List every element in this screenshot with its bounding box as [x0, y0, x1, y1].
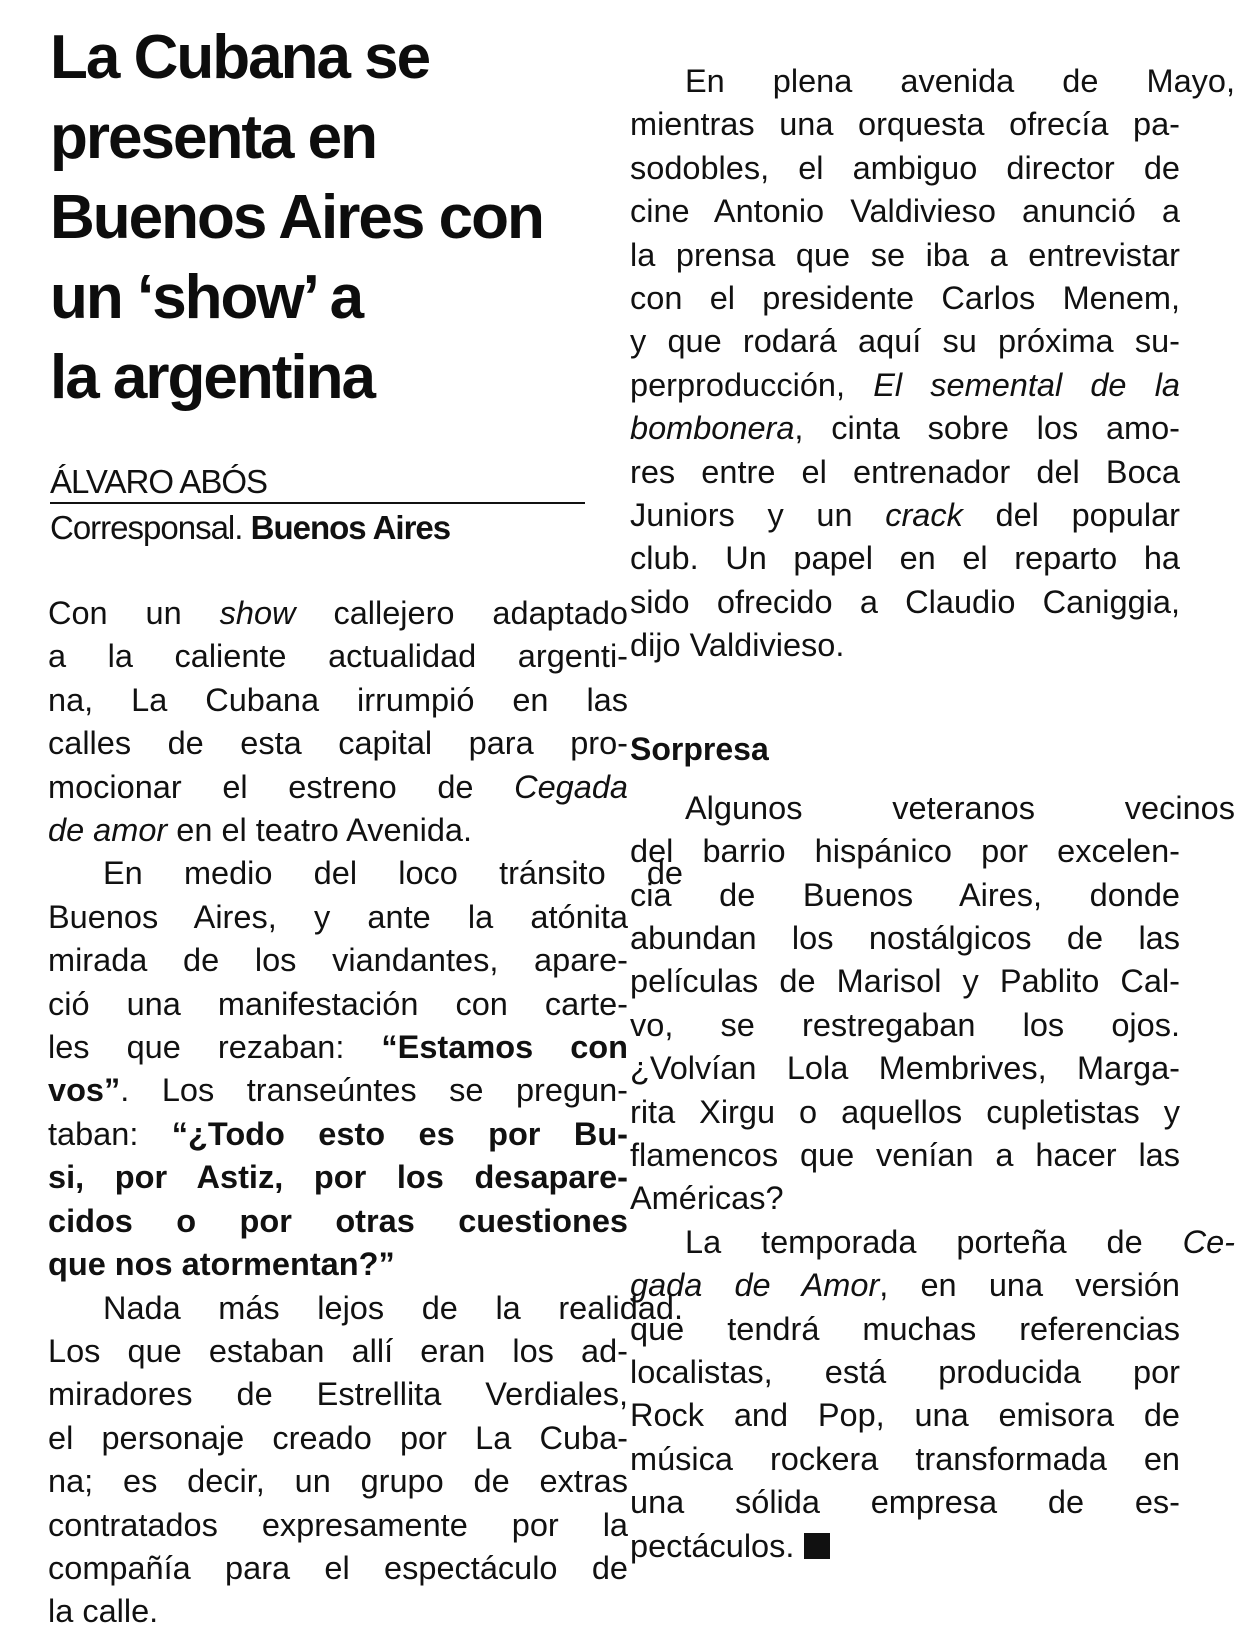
byline-author: ÁLVARO ABÓS [50, 462, 585, 504]
text-line: Américas? [630, 1180, 784, 1217]
text-line: si, por Astiz, por los desapare- [48, 1159, 628, 1196]
text-line: compañía para el espectáculo de [48, 1549, 628, 1586]
text-line: Algunos veteranos vecinos [685, 789, 1235, 826]
text-line: la calle. [48, 1593, 159, 1630]
text-line: música rockera transformada en [630, 1440, 1180, 1477]
dateline [50, 508, 590, 548]
text-line: localistas, está producida por [630, 1353, 1180, 1390]
text-line: cine Antonio Valdivieso anunció a [630, 193, 1180, 230]
text-line: club. Un papel en el reparto ha [630, 540, 1180, 577]
headline-line: Buenos Aires con [50, 183, 543, 252]
text-line: na; es decir, un grupo de extras [48, 1463, 628, 1500]
text-line: Rock and Pop, una emisora de [630, 1397, 1180, 1434]
text-line: En medio del loco tránsito de [103, 855, 683, 892]
left-column [48, 592, 683, 1642]
byline-role: Corresponsal. [50, 509, 243, 546]
text-line: pectáculos. [630, 1525, 1180, 1568]
text-line: que tendrá muchas referencias [630, 1310, 1180, 1347]
text-line: Los que estaban allí eran los ad- [48, 1332, 628, 1369]
headline-line: la argentina [50, 343, 374, 412]
text-line: les que rezaban: “Estamos con [48, 1029, 628, 1066]
text-line: cia de Buenos Aires, donde [630, 876, 1180, 913]
text-line: vo, se restregaban los ojos. [630, 1006, 1180, 1043]
text-line: ¿Volvían Lola Membrives, Marga- [630, 1050, 1180, 1087]
subheading: Sorpresa [630, 730, 769, 767]
text-line: flamencos que venían a hacer las [630, 1136, 1180, 1173]
headline-line: un ‘show’ a [50, 263, 363, 332]
text-line: contratados expresamente por la [48, 1506, 628, 1543]
text-line: que nos atormentan?” [48, 1246, 395, 1283]
headline [50, 18, 595, 418]
text-line: Buenos Aires, y ante la atónita [48, 898, 628, 935]
text-line: cidos o por otras cuestiones [48, 1202, 628, 1239]
text-line: mocionar el estreno de Cegada [48, 768, 628, 805]
text-line: La temporada porteña de Ce- [685, 1223, 1235, 1260]
text-line: sido ofrecido a Claudio Caniggia, [630, 583, 1180, 620]
text-line: mirada de los viandantes, apare- [48, 942, 628, 979]
headline-line: presenta en [50, 103, 377, 172]
end-mark-icon [804, 1533, 830, 1559]
text-line: ció una manifestación con carte- [48, 985, 628, 1022]
text-line: Con un show callejero adaptado [48, 595, 628, 631]
text-line: taban: “¿Todo esto es por Bu- [48, 1115, 628, 1152]
text-line: con el presidente Carlos Menem, [630, 280, 1180, 317]
text-line: bombonera, cinta sobre los amo- [630, 410, 1180, 447]
text-line: res entre el entrenador del Boca [630, 453, 1180, 490]
text-line: de amor en el teatro Avenida. [48, 812, 473, 849]
text-line: mientras una orquesta ofrecía pa- [630, 106, 1180, 143]
text-line: a la caliente actualidad argenti- [48, 638, 628, 675]
text-line: miradores de Estrellita Verdiales, [48, 1376, 628, 1413]
text-line: sodobles, el ambiguo director de [630, 149, 1180, 186]
text-line: y que rodará aquí su próxima su- [630, 323, 1180, 360]
text-line: gada de Amor, en una versión [630, 1267, 1180, 1304]
text-line: calles de esta capital para pro- [48, 725, 628, 762]
text-line: perproducción, El semental de la [630, 366, 1180, 403]
text-line: películas de Marisol y Pablito Cal- [630, 963, 1180, 1000]
text-line: abundan los nostálgicos de las [630, 919, 1180, 956]
byline-city: Buenos Aires [250, 509, 451, 546]
text-line: dijo Valdivieso. [630, 627, 845, 664]
text-line: la prensa que se iba a entrevistar [630, 236, 1180, 273]
text-line: Juniors y un crack del popular [630, 497, 1180, 534]
text-line: rita Xirgu o aquellos cupletistas y [630, 1093, 1180, 1130]
text-line: del barrio hispánico por excelen- [630, 833, 1180, 870]
headline-line: La Cubana se [50, 23, 430, 92]
text-line: Nada más lejos de la realidad. [103, 1289, 683, 1326]
text-line: En plena avenida de Mayo, [685, 63, 1235, 99]
text-line: vos”. Los transeúntes se pregun- [48, 1072, 628, 1109]
text-line: na, La Cubana irrumpió en las [48, 681, 628, 718]
right-column [630, 60, 1235, 1568]
text-line: una sólida empresa de es- [630, 1484, 1180, 1521]
text-line: el personaje creado por La Cuba- [48, 1419, 628, 1456]
